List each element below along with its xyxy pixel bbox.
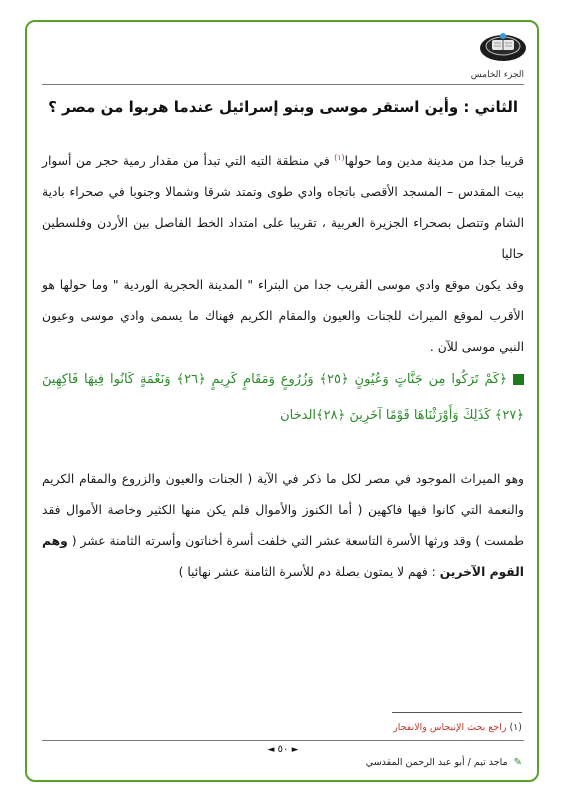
paragraph-3-text-b: : فهم لا يمتون بصلة دم للأسرة الثامنة عشر نهائيا ) bbox=[178, 565, 440, 579]
quran-verse-text: ﴿كَمْ تَرَكُوا مِن جَنَّاتٍ وَعُيُونٍ ﴿٢٥﴾ وَزُرُوعٍ وَمَقَامٍ كَرِيمٍ ﴿٢٦﴾ وَنَعْمَةٍ كَانُوا فِيهَا فَاكِهِينَ ﴿٢٧﴾ كَذَلِكَ وَأَوْرَثْنَاهَا قَوْمًا آخَرِينَ ﴿٢٨﴾ bbox=[42, 372, 524, 423]
right-arrow-icon: ► bbox=[291, 745, 299, 755]
section-heading: الثاني : وأين استقر موسى وبنو إسرائيل عندما هربوا من مصر ؟ bbox=[48, 98, 518, 116]
paragraph-3-text-a: وهو الميراث الموجود في مصر لكل ما ذكر في الآية ( الجنات والعيون والزروع والمقام الكريم والنعمة التي كانوا فيها فاكهين ( أما الكنوز والأموال فلم يكن منها الكثير وخاصة الأموال فقد طمست ) وقد ورثها الأسرة التاسعة عشر التي خلفت أسرة أخناتون وأسرته الثامنة عشر ( bbox=[42, 472, 524, 548]
footnote bbox=[393, 722, 522, 733]
left-arrow-icon: ◄ bbox=[267, 745, 275, 755]
paragraph-3 bbox=[42, 464, 524, 588]
paragraph-1 bbox=[42, 142, 524, 270]
paragraph-1-text-a: قريبا جدا من مدينة مدين وما حولها bbox=[344, 154, 524, 169]
footnote-text: راجع بحث الإنبجاس والانفجار bbox=[393, 722, 507, 733]
author-credit bbox=[366, 757, 522, 768]
footnote-divider bbox=[392, 712, 522, 713]
pen-icon: ✎ bbox=[513, 757, 522, 768]
paragraph-1-text-b: في منطقة التيه التي تبدأ من مقدار رمية حجر من أسوار بيت المقدس – المسجد الأقصى باتجاه وادي طوى وتمتد شرقا وشمالا وجنوبا في صحراء بادية الشام وتتصل بصحراء الجزيرة العربية ، تقريبا على امتداد الخط الفاصل بين الأردن وفلسطين حاليا bbox=[42, 154, 524, 262]
surah-name: الدخان bbox=[280, 408, 317, 423]
author-name: ماجد تيم / أبو عبد الرحمن المقدسي bbox=[365, 757, 508, 768]
footnote-marker[interactable]: (١) bbox=[334, 153, 345, 162]
footer-divider bbox=[42, 740, 524, 741]
book-logo-icon bbox=[478, 28, 528, 64]
page-number-value: ٥٠ bbox=[277, 744, 289, 755]
quran-quote bbox=[42, 362, 524, 434]
square-bullet-icon bbox=[513, 374, 524, 385]
footnote-number: (١) bbox=[509, 722, 522, 733]
part-label: الجزء الخامس bbox=[470, 70, 524, 80]
header-divider bbox=[42, 84, 524, 85]
paragraph-3-bold-phrase: وهم القوم الآخرين bbox=[42, 534, 524, 579]
paragraph-2: وقد يكون موقع وادي موسى القريب جدا من البتراء " المدينة الحجرية الوردية " وما حولها هو الأقرب لموقع الميراث للجنات والعيون والمقام الكريم فهناك ما يسمى وادي موسى وعيون النبي موسى للآن . bbox=[42, 278, 524, 354]
page-number bbox=[0, 744, 566, 755]
